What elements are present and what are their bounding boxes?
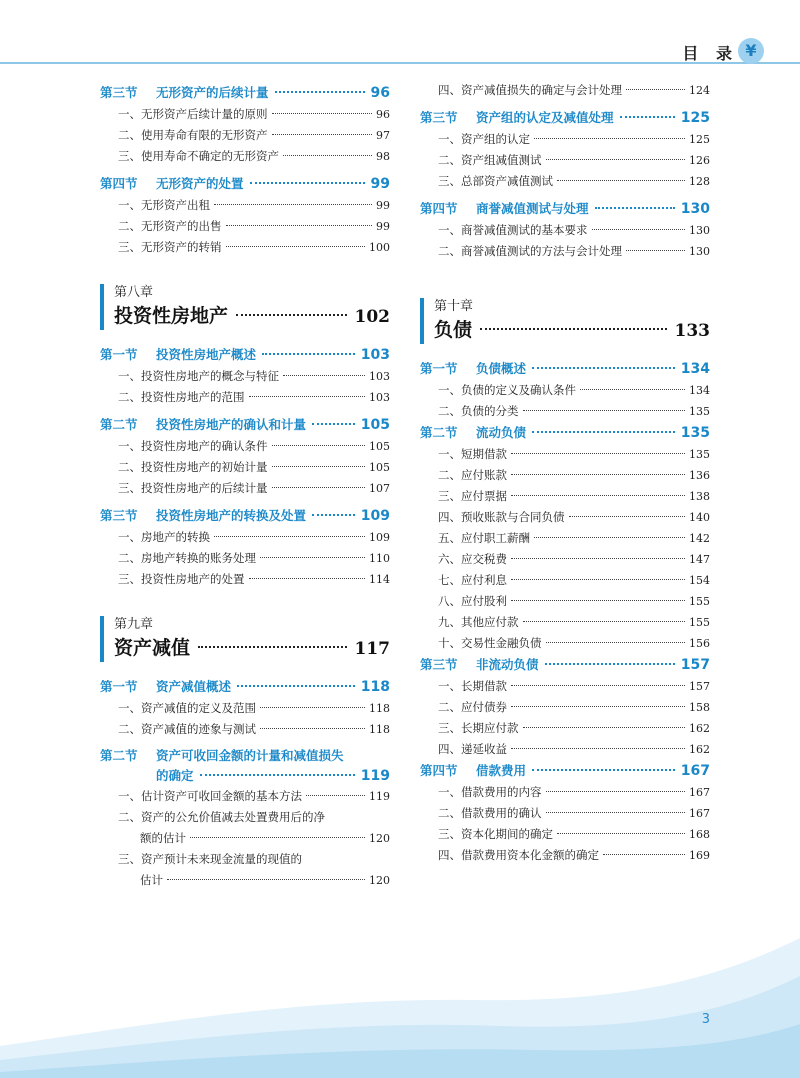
item-title: 二、资产减值的迹象与测试	[118, 722, 256, 736]
item-page: 118	[369, 702, 390, 715]
item-page: 130	[689, 245, 710, 258]
section-heading[interactable]	[100, 82, 390, 104]
leader-dots	[272, 487, 366, 488]
leader-dots	[312, 514, 355, 516]
section-number: 第四节	[100, 176, 138, 191]
section-page: 125	[680, 110, 710, 126]
leader-dots	[272, 113, 373, 114]
item-page: 99	[376, 220, 390, 233]
item-page: 138	[689, 490, 710, 503]
section-page: 109	[360, 508, 390, 524]
item-title: 二、无形资产的出售	[118, 219, 222, 233]
toc-item[interactable]	[100, 387, 390, 408]
toc-item[interactable]	[100, 478, 390, 499]
section-page: 135	[680, 425, 710, 441]
item-page: 167	[689, 807, 710, 820]
leader-dots	[557, 180, 685, 181]
item-title-line2: 额的估计	[140, 831, 186, 845]
section-title: 投资性房地产的确认和计量	[156, 417, 307, 432]
leader-dots	[545, 663, 675, 665]
leader-dots	[523, 621, 686, 622]
section-title-line2: 的确定	[156, 768, 194, 783]
toc-item[interactable]	[420, 486, 710, 507]
item-page: 120	[369, 832, 390, 845]
item-page: 107	[369, 482, 390, 495]
leader-dots	[534, 537, 685, 538]
item-title: 四、资产减值损失的确定与会计处理	[438, 83, 622, 97]
yen-badge-icon: ¥	[738, 38, 764, 64]
section-number: 第二节	[100, 748, 138, 763]
item-page: 142	[689, 532, 710, 545]
section-number: 第四节	[420, 201, 458, 216]
leader-dots	[283, 375, 365, 376]
leader-dots	[580, 389, 685, 390]
page-number: 3	[701, 1012, 710, 1027]
item-page: 96	[376, 108, 390, 121]
toc-item[interactable]	[420, 718, 710, 739]
toc-item[interactable]	[420, 824, 710, 845]
section-heading[interactable]	[100, 676, 390, 698]
toc-item-continued[interactable]	[100, 870, 390, 891]
item-page: 125	[689, 133, 710, 146]
item-page: 97	[376, 129, 390, 142]
chapter-heading[interactable]	[420, 298, 710, 344]
item-page: 155	[689, 595, 710, 608]
item-title: 二、负债的分类	[438, 404, 519, 418]
item-title: 一、无形资产出租	[118, 198, 210, 212]
item-page: 103	[369, 391, 390, 404]
item-title: 六、应交税费	[438, 552, 507, 566]
toc-item[interactable]	[100, 195, 390, 216]
toc-item[interactable]	[420, 697, 710, 718]
toc-item[interactable]	[420, 803, 710, 824]
item-page: 167	[689, 786, 710, 799]
toc-item[interactable]	[420, 401, 710, 422]
item-title: 二、商誉减值测试的方法与会计处理	[438, 244, 622, 258]
toc-item[interactable]	[100, 457, 390, 478]
item-page: 105	[369, 461, 390, 474]
section-title: 负债概述	[476, 361, 527, 376]
item-page: 169	[689, 849, 710, 862]
section-page: 157	[680, 657, 710, 673]
leader-dots	[546, 791, 686, 792]
item-title: 一、短期借款	[438, 447, 507, 461]
section-number: 第三节	[100, 508, 138, 523]
item-page: 120	[369, 874, 390, 887]
section-heading-multiline[interactable]	[100, 746, 390, 786]
item-page: 156	[689, 637, 710, 650]
chapter-page: 102	[354, 307, 390, 327]
section-page: 130	[680, 201, 710, 217]
leader-dots	[592, 229, 686, 230]
item-page: 162	[689, 722, 710, 735]
section-heading[interactable]	[100, 344, 390, 366]
section-number: 第二节	[100, 417, 138, 432]
section-title: 借款费用	[476, 763, 527, 778]
section-number: 第四节	[420, 763, 458, 778]
section-number: 第三节	[420, 657, 458, 672]
leader-dots	[214, 204, 372, 205]
leader-dots	[511, 685, 685, 686]
leader-dots	[480, 328, 666, 330]
section-number: 第一节	[100, 347, 138, 362]
item-title: 一、资产减值的定义及范围	[118, 701, 256, 715]
toc-item[interactable]	[420, 465, 710, 486]
item-page: 110	[369, 552, 390, 565]
item-title: 八、应付股利	[438, 594, 507, 608]
item-page: 98	[376, 150, 390, 163]
toc-item[interactable]	[100, 216, 390, 237]
item-page: 135	[689, 448, 710, 461]
chapter-label: 第十章	[434, 299, 474, 314]
item-title: 二、房地产转换的账务处理	[118, 551, 256, 565]
item-title: 四、借款费用资本化金额的确定	[438, 848, 599, 862]
toc-item[interactable]	[420, 80, 710, 101]
item-page: 114	[369, 573, 390, 586]
section-page: 105	[360, 417, 390, 433]
toc-item[interactable]	[420, 739, 710, 760]
leader-dots	[620, 116, 675, 118]
section-page: 96	[370, 85, 390, 101]
leader-dots	[511, 748, 685, 749]
item-title: 九、其他应付款	[438, 615, 519, 629]
leader-dots	[546, 642, 686, 643]
item-title: 二、应付债券	[438, 700, 507, 714]
leader-dots	[557, 833, 685, 834]
section-page: 134	[680, 361, 710, 377]
section-page: 167	[680, 763, 710, 779]
item-title: 三、长期应付款	[438, 721, 519, 735]
leader-dots	[283, 155, 372, 156]
leader-dots	[226, 246, 366, 247]
leader-dots	[200, 774, 355, 776]
toc-item[interactable]	[100, 366, 390, 387]
leader-dots	[523, 410, 686, 411]
section-heading[interactable]	[420, 198, 710, 220]
toc-item[interactable]	[100, 719, 390, 740]
section-page: 99	[370, 176, 390, 192]
section-title: 资产减值概述	[156, 679, 232, 694]
leader-dots	[626, 250, 685, 251]
item-page: 140	[689, 511, 710, 524]
item-page: 154	[689, 574, 710, 587]
item-title: 一、借款费用的内容	[438, 785, 542, 799]
item-page: 105	[369, 440, 390, 453]
toc-item[interactable]	[420, 241, 710, 262]
item-page: 157	[689, 680, 710, 693]
item-page: 100	[369, 241, 390, 254]
section-title-line1: 资产可收回金额的计量和减值损失	[156, 748, 344, 763]
item-title: 二、资产组减值测试	[438, 153, 542, 167]
leader-dots	[272, 134, 373, 135]
item-page: 162	[689, 743, 710, 756]
section-number: 第一节	[100, 679, 138, 694]
item-title: 三、投资性房地产的处置	[118, 572, 245, 586]
toc-item-continued[interactable]	[100, 828, 390, 849]
item-title: 一、长期借款	[438, 679, 507, 693]
item-title: 三、应付票据	[438, 489, 507, 503]
section-number: 第三节	[420, 110, 458, 125]
item-title: 十、交易性金融负债	[438, 636, 542, 650]
chapter-page: 133	[674, 321, 710, 341]
item-title: 四、预收账款与合同负债	[438, 510, 565, 524]
leader-dots	[249, 396, 366, 397]
chapter-title: 投资性房地产	[114, 305, 229, 327]
leader-dots	[511, 474, 685, 475]
toc-item[interactable]	[420, 549, 710, 570]
toc-item[interactable]	[420, 676, 710, 697]
toc-item[interactable]	[100, 569, 390, 590]
leader-dots	[272, 466, 366, 467]
toc-item[interactable]	[100, 104, 390, 125]
item-title: 一、资产组的认定	[438, 132, 530, 146]
toc-item[interactable]	[420, 633, 710, 654]
toc-item[interactable]	[420, 507, 710, 528]
leader-dots	[532, 367, 675, 369]
item-title: 一、投资性房地产的概念与特征	[118, 369, 279, 383]
item-page: 136	[689, 469, 710, 482]
section-page: 118	[360, 679, 390, 695]
leader-dots	[260, 557, 365, 558]
item-title: 五、应付职工薪酬	[438, 531, 530, 545]
section-heading[interactable]	[100, 414, 390, 436]
section-title: 投资性房地产的转换及处置	[156, 508, 307, 523]
leader-dots	[595, 207, 675, 209]
toc-item[interactable]	[420, 782, 710, 803]
item-title: 三、投资性房地产的后续计量	[118, 481, 268, 495]
leader-dots	[569, 516, 686, 517]
left-column	[100, 82, 390, 891]
section-title: 无形资产的后续计量	[156, 85, 269, 100]
leader-dots	[532, 769, 675, 771]
leader-dots	[275, 91, 365, 93]
item-title-line1: 三、资产预计未来现金流量的现值的	[118, 852, 302, 866]
item-page: 109	[369, 531, 390, 544]
item-title: 三、总部资产减值测试	[438, 174, 553, 188]
leader-dots	[511, 453, 685, 454]
section-heading[interactable]	[420, 422, 710, 444]
leader-dots	[312, 423, 355, 425]
toc-item[interactable]	[420, 444, 710, 465]
chapter-page: 117	[354, 639, 390, 659]
section-heading[interactable]	[100, 173, 390, 195]
item-title: 三、资本化期间的确定	[438, 827, 553, 841]
leader-dots	[306, 795, 365, 796]
item-page: 134	[689, 384, 710, 397]
section-page: 103	[360, 347, 390, 363]
item-title: 一、商誉减值测试的基本要求	[438, 223, 588, 237]
section-number: 第三节	[100, 85, 138, 100]
item-page: 118	[369, 723, 390, 736]
toc-item[interactable]	[100, 698, 390, 719]
item-title: 三、使用寿命不确定的无形资产	[118, 149, 279, 163]
section-title: 资产组的认定及减值处理	[476, 110, 614, 125]
toc-item[interactable]	[420, 612, 710, 633]
item-page: 168	[689, 828, 710, 841]
toc-item[interactable]	[420, 129, 710, 150]
item-title: 二、借款费用的确认	[438, 806, 542, 820]
item-title: 一、无形资产后续计量的原则	[118, 107, 268, 121]
chapter-heading[interactable]	[100, 284, 390, 330]
leader-dots	[260, 707, 365, 708]
item-page: 147	[689, 553, 710, 566]
leader-dots	[511, 579, 685, 580]
item-page: 135	[689, 405, 710, 418]
item-title: 一、房地产的转换	[118, 530, 210, 544]
item-title: 二、投资性房地产的范围	[118, 390, 245, 404]
toc-item[interactable]	[420, 845, 710, 866]
section-title: 非流动负债	[476, 657, 539, 672]
toc-item[interactable]	[100, 436, 390, 457]
section-heading[interactable]	[420, 358, 710, 380]
item-title: 一、投资性房地产的确认条件	[118, 439, 268, 453]
item-page: 128	[689, 175, 710, 188]
item-title: 四、递延收益	[438, 742, 507, 756]
section-heading[interactable]	[100, 505, 390, 527]
section-page: 119	[360, 768, 390, 784]
leader-dots	[250, 182, 365, 184]
leader-dots	[190, 837, 365, 838]
toc-item[interactable]	[100, 146, 390, 167]
toc-item[interactable]	[100, 125, 390, 146]
leader-dots	[260, 728, 365, 729]
item-page: 126	[689, 154, 710, 167]
leader-dots	[534, 138, 685, 139]
toc-item[interactable]	[100, 786, 390, 807]
toc-item[interactable]	[420, 150, 710, 171]
chapter-title: 资产减值	[114, 637, 191, 659]
item-page: 99	[376, 199, 390, 212]
leader-dots	[511, 600, 685, 601]
toc-item[interactable]	[100, 237, 390, 258]
decorative-wave	[0, 928, 800, 1078]
toc-item[interactable]	[100, 849, 390, 870]
item-page: 155	[689, 616, 710, 629]
toc-item[interactable]	[420, 380, 710, 401]
section-title: 流动负债	[476, 425, 527, 440]
leader-dots	[546, 812, 686, 813]
leader-dots	[214, 536, 365, 537]
section-heading[interactable]	[420, 107, 710, 129]
item-title: 二、投资性房地产的初始计量	[118, 460, 268, 474]
leader-dots	[272, 445, 366, 446]
leader-dots	[511, 706, 685, 707]
leader-dots	[237, 685, 355, 687]
section-title: 无形资产的处置	[156, 176, 244, 191]
item-page: 119	[369, 790, 390, 803]
toc-item[interactable]	[420, 528, 710, 549]
toc-item[interactable]	[420, 220, 710, 241]
item-page: 124	[689, 84, 710, 97]
item-title: 七、应付利息	[438, 573, 507, 587]
toc-item[interactable]	[420, 570, 710, 591]
chapter-label: 第八章	[114, 285, 154, 300]
chapter-label: 第九章	[114, 617, 154, 632]
right-column	[420, 80, 710, 866]
section-number: 第二节	[420, 425, 458, 440]
section-number: 第一节	[420, 361, 458, 376]
section-title: 投资性房地产概述	[156, 347, 257, 362]
section-heading[interactable]	[420, 654, 710, 676]
item-title: 一、估计资产可收回金额的基本方法	[118, 789, 302, 803]
section-title: 商誉减值测试与处理	[476, 201, 589, 216]
toc-item[interactable]	[100, 548, 390, 569]
toc-item[interactable]	[420, 591, 710, 612]
item-page: 130	[689, 224, 710, 237]
leader-dots	[226, 225, 373, 226]
leader-dots	[167, 879, 365, 880]
leader-dots	[198, 646, 346, 648]
leader-dots	[532, 431, 675, 433]
toc-item[interactable]	[100, 527, 390, 548]
item-title-line2: 估计	[140, 873, 163, 887]
leader-dots	[511, 495, 685, 496]
item-title: 一、负债的定义及确认条件	[438, 383, 576, 397]
leader-dots	[262, 353, 355, 355]
item-title: 三、无形资产的转销	[118, 240, 222, 254]
leader-dots	[511, 558, 685, 559]
leader-dots	[626, 89, 685, 90]
header-rule	[0, 62, 800, 64]
toc-item[interactable]	[100, 807, 390, 828]
chapter-heading[interactable]	[100, 616, 390, 662]
item-title-line1: 二、资产的公允价值减去处置费用后的净	[118, 810, 325, 824]
leader-dots	[603, 854, 685, 855]
leader-dots	[236, 314, 346, 316]
item-page: 158	[689, 701, 710, 714]
section-heading[interactable]	[420, 760, 710, 782]
chapter-title: 负债	[434, 319, 473, 341]
item-title: 二、应付账款	[438, 468, 507, 482]
leader-dots	[546, 159, 686, 160]
leader-dots	[523, 727, 686, 728]
toc-item[interactable]	[420, 171, 710, 192]
leader-dots	[249, 578, 366, 579]
item-page: 103	[369, 370, 390, 383]
item-title: 二、使用寿命有限的无形资产	[118, 128, 268, 142]
header-title: 目 录	[682, 44, 738, 63]
